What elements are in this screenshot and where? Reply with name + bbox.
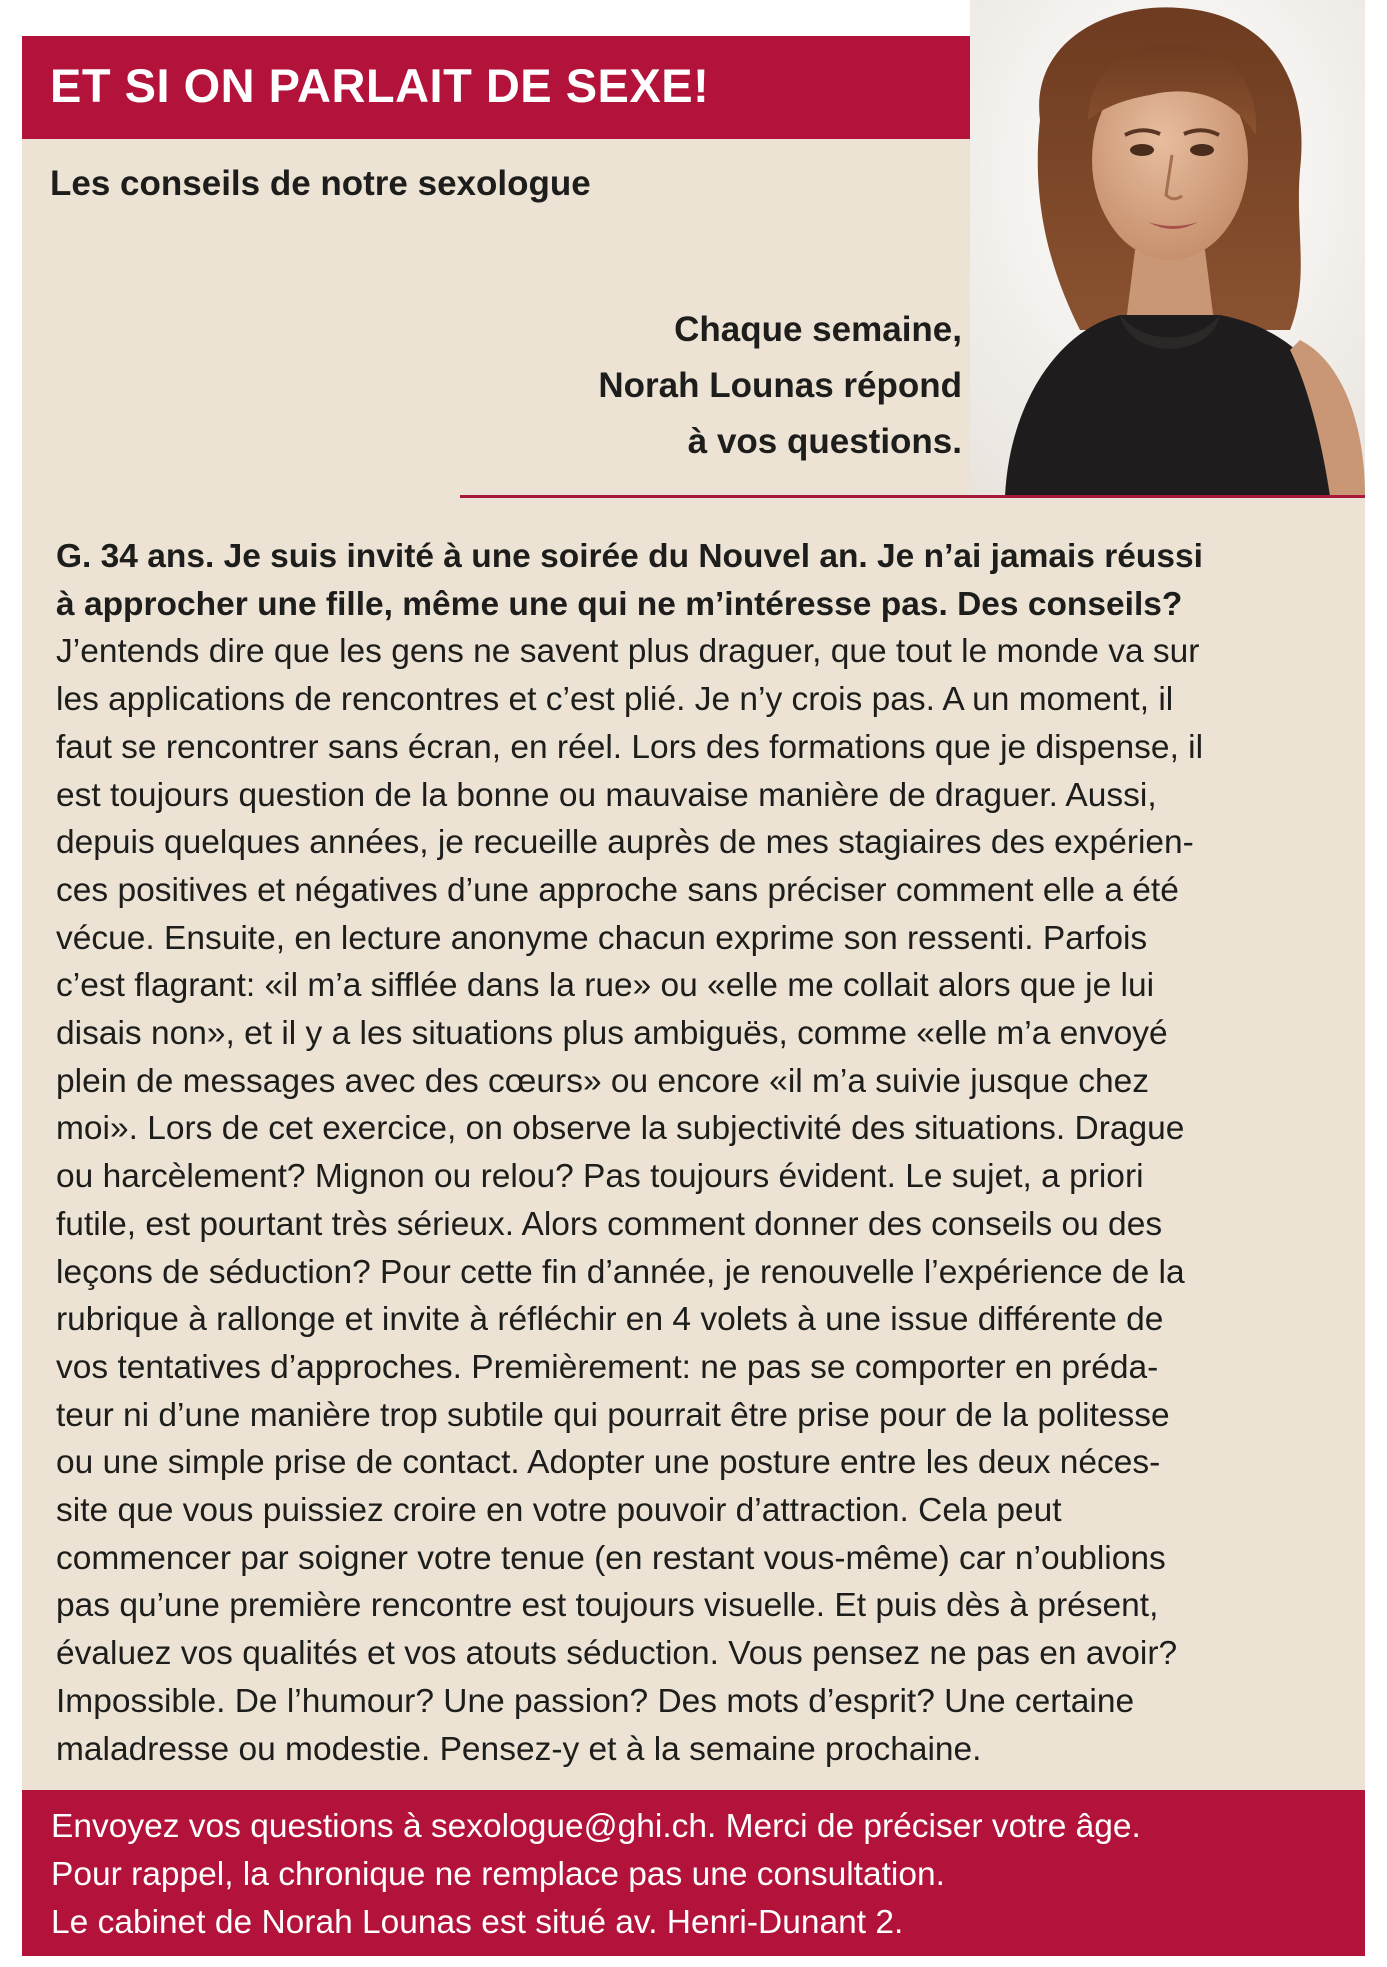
answer-line: disais non», et il y a les situations plus ambiguës, comme «elle m’a envoyé [56,1015,1168,1053]
answer-line: pas qu’une première rencontre est toujours visuelle. Et puis dès à présent, [56,1587,1159,1625]
answer-line: futile, est pourtant très sérieux. Alors comment donner des conseils ou des [56,1205,1163,1243]
column-subtitle: Les conseils de notre sexologue [50,164,591,203]
column-title: ET SI ON PARLAIT DE SEXE! [50,59,710,112]
answer-line: moi». Lors de cet exercice, on observe la subjectivité des situations. Drague [56,1110,1185,1148]
answer-line: teur ni d’une manière trop subtile qui pourrait être prise pour de la politesse [56,1396,1170,1434]
answer-line: site que vous puissiez croire en votre pouvoir d’attraction. Cela peut [56,1492,1062,1530]
answer-line: ou harcèlement? Mignon ou relou? Pas toujours évident. Le sujet, a priori [56,1158,1144,1196]
answer-line: vécue. Ensuite, en lecture anonyme chacun exprime son ressenti. Parfois [56,919,1148,957]
answer-line: les applications de rencontres et c’est plié. Je n’y crois pas. A un moment, il [56,681,1174,719]
answer-line: ou une simple prise de contact. Adopter une posture entre les deux néces- [56,1444,1161,1482]
footer-line-email: Envoyez vos questions à sexologue@ghi.ch. Merci de préciser votre âge. [51,1808,1141,1845]
answer-line: faut se rencontrer sans écran, en réel. Lors des formations que je dispense, il [56,728,1204,766]
answer-line: rubrique à rallonge et invite à réfléchir en 4 volets à une issue différente de [56,1301,1164,1339]
author-portrait [970,0,1365,496]
answer-line: Impossible. De l’humour? Une passion? Des mots d’esprit? Une certaine [56,1682,1135,1720]
answer-line: c’est flagrant: «il m’a sifflée dans la rue» ou «elle me collait alors que je lui [56,967,1155,1005]
portrait-illustration [970,0,1365,496]
question-line: à approcher une fille, même une qui ne m’intéresse pas. Des conseils? [56,585,1183,623]
answer-line: depuis quelques années, je recueille auprès de mes stagiaires des expérien- [56,824,1194,862]
footer-line-address: Le cabinet de Norah Lounas est situé av. Henri-Dunant 2. [51,1904,904,1941]
section-divider [460,495,1365,498]
answer-line: ces positives et négatives d’une approche sans préciser comment elle a été [56,871,1179,909]
question-line: G. 34 ans. Je suis invité à une soirée du Nouvel an. Je n’ai jamais réussi [56,538,1203,575]
intro-text [442,302,962,470]
answer-line: commencer par soigner votre tenue (en restant vous-même) car n’oublions [56,1539,1166,1577]
answer-line: évaluez vos qualités et vos atouts séduction. Vous pensez ne pas en avoir? [56,1635,1178,1673]
intro-line: Chaque semaine, [674,310,962,349]
article-body [56,533,1341,1773]
answer-line: maladresse ou modestie. Pensez-y et à la semaine prochaine. [56,1730,982,1768]
intro-line: Norah Lounas répond [598,366,962,405]
answer-line: J’entends dire que les gens ne savent plus draguer, que tout le monde va sur [56,633,1200,671]
answer-line: vos tentatives d’approches. Premièrement: ne pas se comporter en préda- [56,1348,1159,1386]
intro-line: à vos questions. [687,422,962,461]
footer-line-disclaimer: Pour rappel, la chronique ne remplace pas une consultation. [51,1856,945,1893]
answer-line: leçons de séduction? Pour cette fin d’année, je renouvelle l’expérience de la [56,1253,1185,1291]
answer-line: plein de messages avec des cœurs» ou encore «il m’a suivie jusque chez [56,1062,1150,1100]
footer-text [51,1803,1141,1947]
answer-line: est toujours question de la bonne ou mauvaise manière de draguer. Aussi, [56,776,1157,814]
